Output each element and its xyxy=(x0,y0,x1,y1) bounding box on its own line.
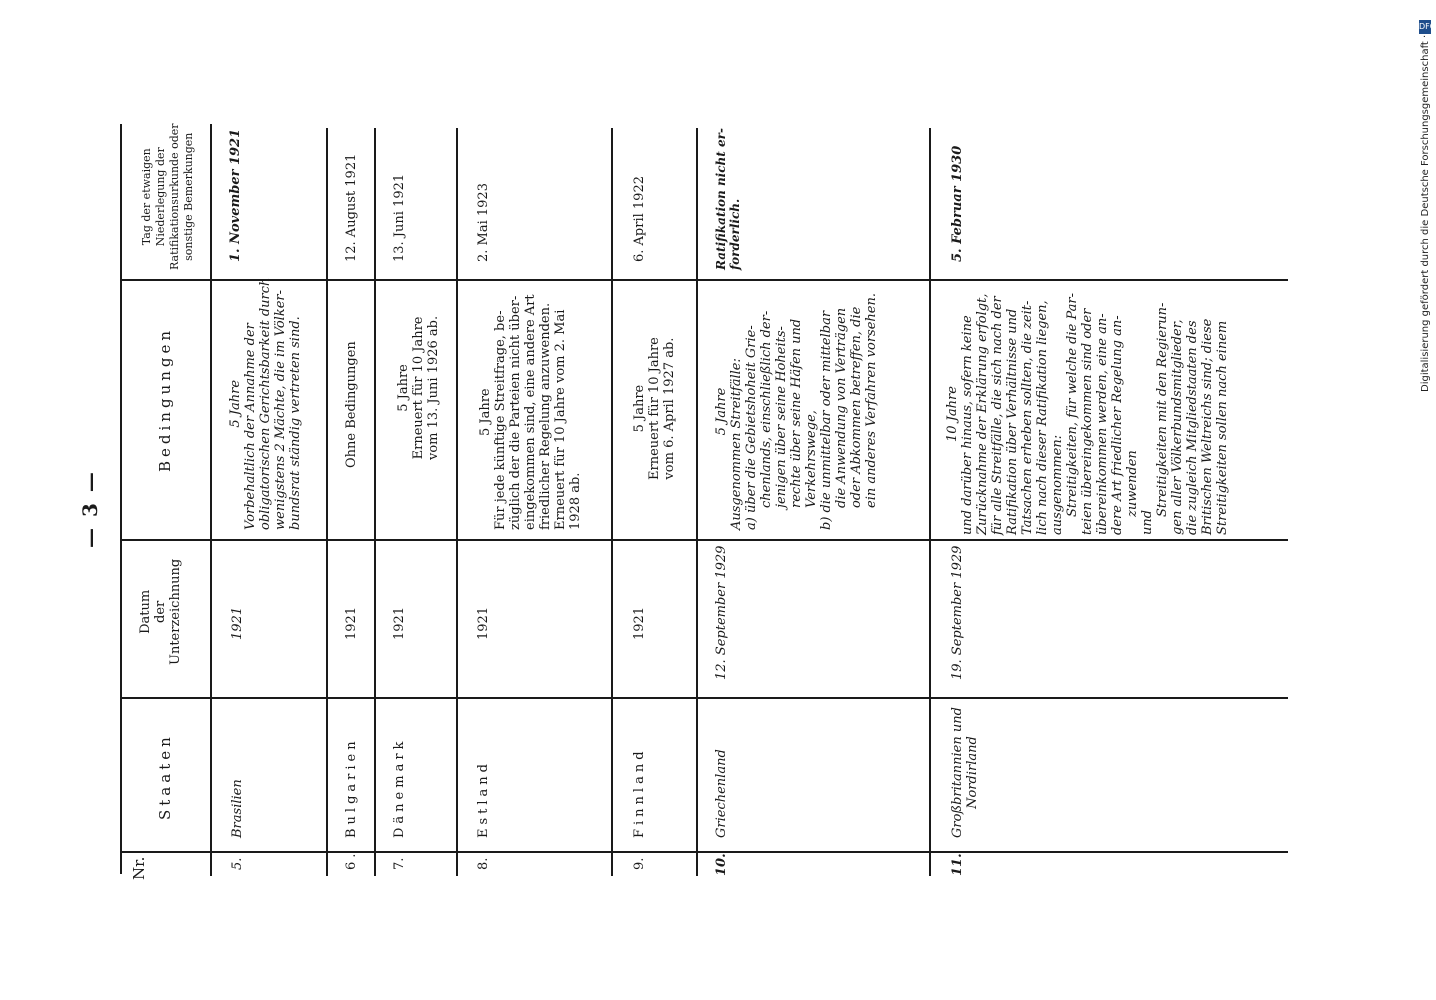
bedingung-line: ein anderes Verfahren vorsehen. xyxy=(864,293,879,508)
bedingung-line: 10 Jahre xyxy=(945,386,960,442)
row-11-nr: 11. xyxy=(950,853,965,876)
bedingung-line: 1928 ab. xyxy=(568,472,583,530)
table-border-left xyxy=(120,124,122,874)
row-11-staat xyxy=(950,707,980,838)
row-divider-6-7 xyxy=(374,128,376,876)
row-9-tag: 6. April 1922 xyxy=(632,176,647,262)
bedingung-line: friedlicher Regelung anzuwenden. xyxy=(538,302,553,530)
row-5-bedingungen xyxy=(228,278,303,530)
row-10-tag xyxy=(714,128,742,270)
header-nr: Nr. xyxy=(130,856,148,880)
bedingung-line: rechte über seine Häfen und xyxy=(789,318,804,508)
bedingung-line: vom 13. Juni 1926 ab. xyxy=(426,315,441,460)
header-staaten: Staaten xyxy=(156,733,174,820)
header-tag-line: Ratifikationsurkunde oder xyxy=(168,123,181,270)
row-11-datum: 19. September 1929 xyxy=(950,545,965,680)
row-9-nr: 9. xyxy=(632,857,647,870)
row-11-bedingungen xyxy=(945,293,1230,535)
bedingung-line: Zurücknahme der Erklärung erfolgt, xyxy=(975,293,990,535)
header-datum-line: Datum xyxy=(138,589,153,634)
bedingung-line: teien übereingekommen sind oder xyxy=(1080,308,1095,535)
bedingung-line: Verkehrswege, xyxy=(804,410,819,508)
bedingung-line: Streitigkeiten, für welche die Par- xyxy=(1065,293,1080,517)
row-8-tag: 2. Mai 1923 xyxy=(476,183,491,262)
bedingung-line: Streitigkeiten mit den Regierun- xyxy=(1155,302,1170,517)
bedingung-line: zuwenden xyxy=(1125,450,1140,517)
header-tag-line: Tag der etwaigen xyxy=(140,148,153,246)
staat-line: Nordirland xyxy=(965,736,980,809)
row-divider-7-8 xyxy=(456,128,458,876)
bedingung-line: 5 Jahre xyxy=(478,388,493,437)
row-5-datum: 1921 xyxy=(230,606,245,640)
row-8-staat: Estland xyxy=(476,760,491,838)
bedingung-line: 5 Jahre xyxy=(714,387,729,436)
row-9-datum: 1921 xyxy=(632,606,647,640)
bedingung-line: wenigstens 2 Mächte, die im Völker- xyxy=(273,289,288,530)
header-datum xyxy=(138,559,183,665)
header-datum-line: Unterzeichnung xyxy=(168,558,183,665)
bedingung-line: eingekommen sind, eine andere Art xyxy=(523,294,538,530)
bedingung-line: 5 Jahre xyxy=(228,379,243,428)
bedingung-line: Tatsachen erheben sollten, die zeit- xyxy=(1020,300,1035,535)
bedingung-line: bundsrat ständig vertreten sind. xyxy=(288,316,303,530)
bedingung-line: die Anwendung von Verträgen xyxy=(834,307,849,508)
row-8-datum: 1921 xyxy=(476,606,491,640)
row-7-bedingungen xyxy=(396,316,441,460)
bedingung-line: für alle Streitfälle, die sich nach der xyxy=(990,296,1005,535)
row-10-datum: 12. September 1929 xyxy=(714,545,729,680)
row-6-staat: Bulgarien xyxy=(344,737,359,838)
bedingung-line: Vorbehaltlich der Annahme der xyxy=(243,323,258,530)
header-divider xyxy=(210,124,212,876)
row-9-staat: Finnland xyxy=(632,747,647,838)
bedingung-line: übereinkommen werden, eine an- xyxy=(1095,313,1110,535)
bedingung-line: Erneuert für 10 Jahre xyxy=(411,316,426,460)
bedingung-line: Für jede künftige Streitfrage, be- xyxy=(493,310,508,530)
bedingung-line: obligatorischen Gerichtsbarkeit durch xyxy=(258,277,273,530)
row-7-datum: 1921 xyxy=(392,606,407,640)
row-10-nr: 10. xyxy=(714,853,729,876)
row-7-nr: 7. xyxy=(392,857,407,870)
bedingung-line: die zugleich Mitgliedstaaten des xyxy=(1185,320,1200,535)
col-divider-bedingungen xyxy=(120,539,1288,541)
header-bedingungen: Bedingungen xyxy=(156,326,174,472)
header-tag-line: sonstige Bemerkungen xyxy=(182,132,195,261)
row-5-tag: 1. November 1921 xyxy=(228,128,243,262)
bedingung-line: b) die unmittelbar oder mittelbar xyxy=(819,310,834,530)
header-datum-line: der xyxy=(153,600,168,623)
header-tag-line: Niederlegung der xyxy=(154,147,167,247)
bedingung-line: Britischen Weltreichs sind; diese xyxy=(1200,318,1215,535)
bedingung-line: 5 Jahre xyxy=(632,384,647,433)
row-10-staat: Griechenland xyxy=(714,749,729,838)
bedingung-line: ausgenommen: xyxy=(1050,434,1065,535)
bedingung-line: 5 Jahre xyxy=(396,364,411,412)
dfg-logo: DFG xyxy=(1419,20,1431,34)
bedingung-line: jenigen über seine Hoheits- xyxy=(774,326,789,508)
col-divider-staaten xyxy=(120,851,1288,853)
row-6-bedingungen: Ohne Bedingungen xyxy=(344,341,359,468)
row-5-nr: 5. xyxy=(230,857,245,870)
page-number: — 3 — xyxy=(78,470,102,548)
staat-line: Großbritannien und xyxy=(950,707,965,838)
header-tag xyxy=(140,123,196,270)
bedingung-line: oder Abkommen betreffen, die xyxy=(849,306,864,508)
bedingung-line: Erneuert für 10 Jahre xyxy=(647,337,662,480)
tag-line: forderlich. xyxy=(728,198,742,270)
bedingung-line: dere Art friedlicher Regelung an- xyxy=(1110,315,1125,535)
row-9-bedingungen xyxy=(632,337,677,480)
row-divider-9-10 xyxy=(696,128,698,876)
bedingung-line: vom 6. April 1927 ab. xyxy=(662,337,677,480)
bedingung-line: und xyxy=(1140,509,1155,535)
bedingung-line: lich nach dieser Ratifikation liegen, xyxy=(1035,300,1050,535)
row-6-nr: 6. xyxy=(344,849,359,870)
row-8-nr: 8. xyxy=(476,857,491,870)
bedingung-line: Ratifikation über Verhältnisse und xyxy=(1005,308,1020,535)
row-divider-5-6 xyxy=(326,128,328,876)
row-10-bedingungen xyxy=(714,293,879,530)
row-5-staat: Brasilien xyxy=(230,779,245,838)
row-divider-8-9 xyxy=(611,128,613,876)
row-divider-10-11 xyxy=(929,128,931,876)
row-7-staat: Dänemark xyxy=(392,737,407,838)
bedingung-line: Ausgenommen Streitfälle: xyxy=(729,358,744,530)
bedingung-line: a) über die Gebietshoheit Grie- xyxy=(744,325,759,530)
bedingung-line: und darüber hinaus, sofern keine xyxy=(960,315,975,535)
bedingung-line: chenlands, einschließlich der- xyxy=(759,310,774,508)
bedingung-line: züglich der die Parteien nicht über- xyxy=(508,295,523,530)
sidebar-credit: Digitalisierung gefördert durch die Deutsche Forschungsgemeinschaft · xyxy=(1420,34,1431,392)
row-8-bedingungen xyxy=(478,294,583,530)
row-6-tag: 12. August 1921 xyxy=(344,153,359,262)
bedingung-line: gen aller Völkerbundsmitglieder, xyxy=(1170,319,1185,535)
col-divider-datum xyxy=(120,697,1288,699)
row-6-datum: 1921 xyxy=(344,606,359,640)
bedingung-line: Erneuert für 10 Jahre vom 2. Mai xyxy=(553,309,568,530)
row-7-tag: 13. Juni 1921 xyxy=(392,173,407,262)
row-11-tag: 5. Februar 1930 xyxy=(950,145,965,262)
tag-line: Ratifikation nicht er- xyxy=(714,128,728,270)
bedingung-line: Streitigkeiten sollen nach einem xyxy=(1215,320,1230,535)
